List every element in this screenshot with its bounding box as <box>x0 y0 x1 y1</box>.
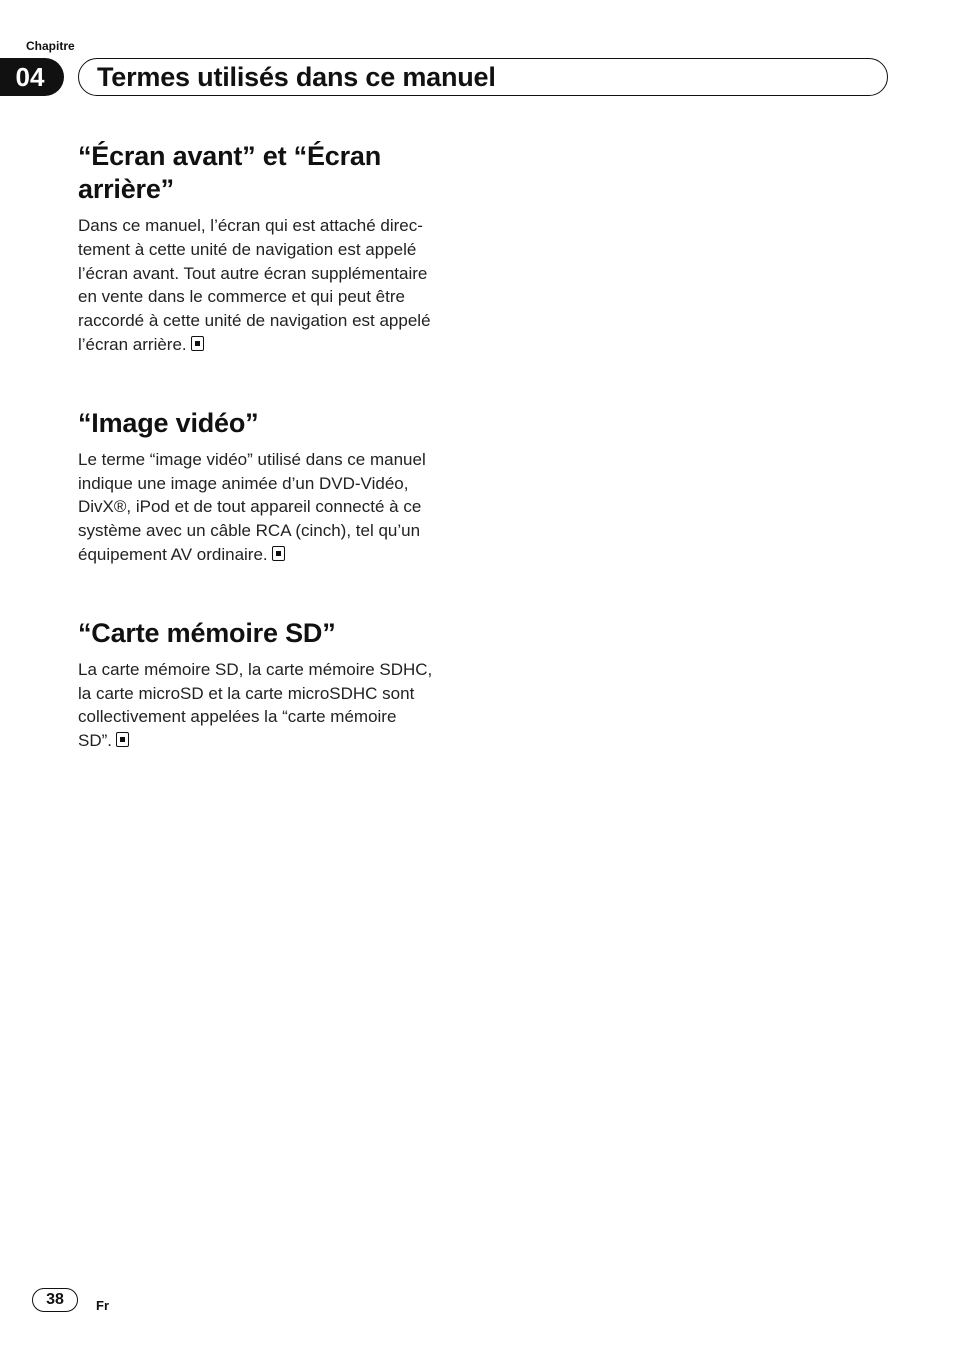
page-number: 38 <box>32 1288 78 1312</box>
end-mark-icon <box>272 546 285 561</box>
section-heading: “Image vidéo” <box>78 407 259 438</box>
chapter-label: Chapitre <box>26 39 75 53</box>
section-heading: “Carte mémoire SD” <box>78 617 336 648</box>
section-body <box>78 214 470 357</box>
section-video-image <box>78 407 470 567</box>
section-front-rear-screen <box>78 140 470 357</box>
section-text: La carte mémoire SD, la carte mémoire SDHC, la carte microSD et la carte microSDHC sont collectivement appelées la “carte mémoire SD”. <box>78 659 433 751</box>
chapter-title-box <box>78 58 888 96</box>
main-content <box>78 140 470 753</box>
end-mark-icon <box>116 732 129 747</box>
section-text: Dans ce manuel, l’écran qui est attaché direc- tement à cette unité de navigation est appelé l’écran avant. Tout autre écran supplémentaire en vente dans le commerce et qui peut être raccordé à cette unité de navigation est appelé l’écran arrière. <box>78 216 431 354</box>
language-code: Fr <box>96 1298 109 1313</box>
section-body <box>78 448 470 567</box>
section-heading: “Écran avant” et “Écran arrière” <box>78 141 382 204</box>
section-sd-memory-card <box>78 617 470 753</box>
section-body <box>78 658 470 753</box>
chapter-number-badge: 04 <box>0 58 64 96</box>
end-mark-icon <box>191 336 204 351</box>
section-text: Le terme “image vidéo” utilisé dans ce manuel indique une image animée d’un DVD-Vidéo, DivX®, iPod et de tout appareil connecté à ce système avec un câble RCA (cinch), tel qu’un équipement AV ordinaire. <box>78 449 426 564</box>
chapter-title: Termes utilisés dans ce manuel <box>97 61 496 92</box>
